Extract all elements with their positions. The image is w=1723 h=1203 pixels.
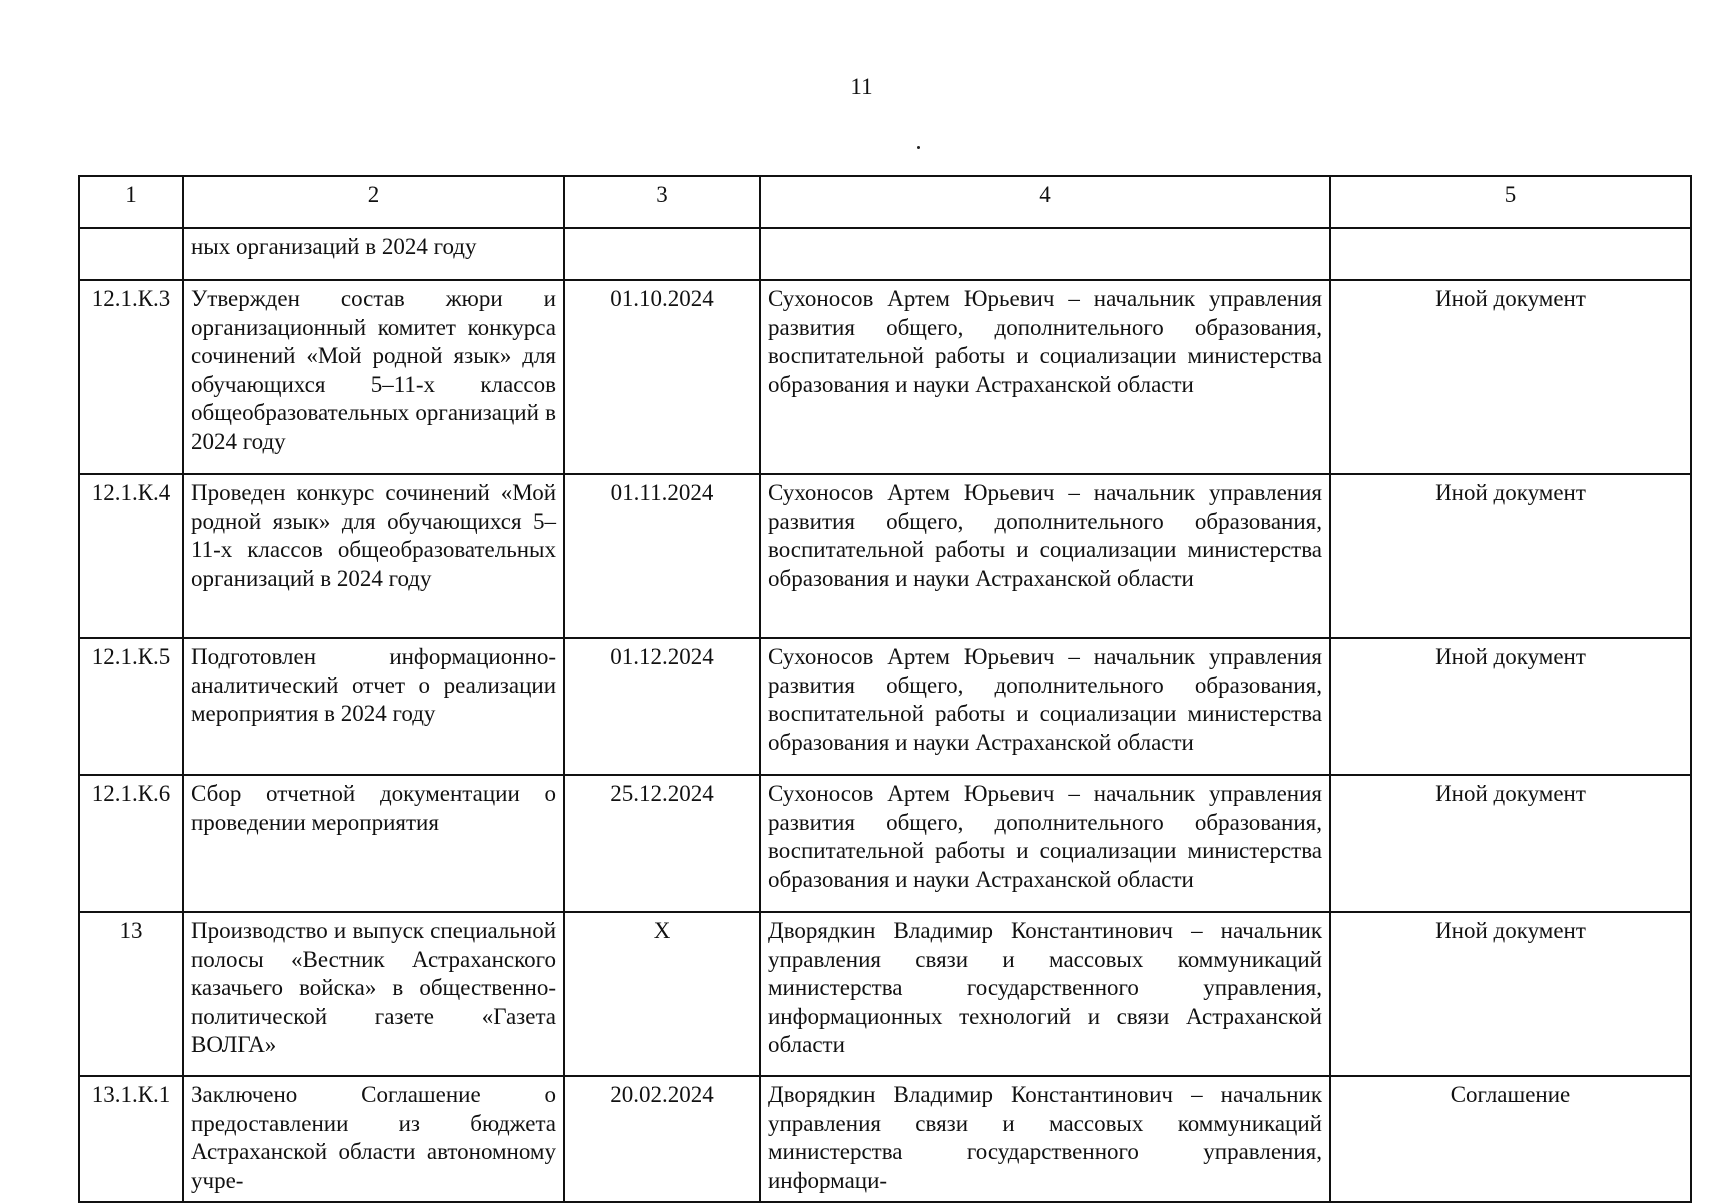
- header-cell-3: 3: [564, 176, 760, 228]
- table-row: [79, 1076, 1691, 1202]
- header-cell-5: 5: [1330, 176, 1691, 228]
- row-number: 12.1.К.6: [79, 775, 183, 912]
- row-description: Проведен конкурс сочинений «Мой родной язык» для обучающихся 5–11-х классов общеобразовательных организаций в 2024 году: [183, 474, 564, 638]
- row-number: 12.1.К.3: [79, 280, 183, 474]
- row-document-type: Иной документ: [1330, 638, 1691, 775]
- header-cell-2: 2: [183, 176, 564, 228]
- row-number: 12.1.К.4: [79, 474, 183, 638]
- row-responsible: Дворядкин Владимир Константинович – начальник управления связи и массовых коммуникаций министерства государственного управления, информаци-: [760, 1076, 1330, 1202]
- row-date: 01.11.2024: [564, 474, 760, 638]
- row-date: 25.12.2024: [564, 775, 760, 912]
- table-row: [79, 474, 1691, 638]
- row-description: Утвержден состав жюри и организационный комитет конкурса сочинений «Мой родной язык» для обучающихся 5–11-х классов общеобразовательных организаций в 2024 году: [183, 280, 564, 474]
- row-number: 13.1.К.1: [79, 1076, 183, 1202]
- row-document-type: Соглашение: [1330, 1076, 1691, 1202]
- row-responsible: Сухоносов Артем Юрьевич – начальник управления развития общего, дополнительного образования, воспитательной работы и социализации министерства образования и науки Астраханской области: [760, 474, 1330, 638]
- row-document-type: Иной документ: [1330, 775, 1691, 912]
- row-document-type: [1330, 228, 1691, 280]
- row-number: 12.1.К.5: [79, 638, 183, 775]
- table-row: [79, 775, 1691, 912]
- table-row: [79, 228, 1691, 280]
- table-row: [79, 638, 1691, 775]
- scan-speck: [917, 146, 920, 149]
- row-description: ных организаций в 2024 году: [183, 228, 564, 280]
- page-number: 11: [850, 74, 873, 99]
- row-document-type: Иной документ: [1330, 280, 1691, 474]
- row-document-type: Иной документ: [1330, 474, 1691, 638]
- table-row: [79, 280, 1691, 474]
- row-date: [564, 228, 760, 280]
- header-cell-1: 1: [79, 176, 183, 228]
- row-date: 01.12.2024: [564, 638, 760, 775]
- header-cell-4: 4: [760, 176, 1330, 228]
- row-responsible: Сухоносов Артем Юрьевич – начальник управления развития общего, дополнительного образования, воспитательной работы и социализации министерства образования и науки Астраханской области: [760, 775, 1330, 912]
- row-date: 20.02.2024: [564, 1076, 760, 1202]
- row-document-type: Иной документ: [1330, 912, 1691, 1076]
- row-responsible: Сухоносов Артем Юрьевич – начальник управления развития общего, дополнительного образования, воспитательной работы и социализации министерства образования и науки Астраханской области: [760, 638, 1330, 775]
- table-row: [79, 912, 1691, 1076]
- row-description: Заключено Соглашение о предоставлении из бюджета Астраханской области автономному учре-: [183, 1076, 564, 1202]
- plan-table: [78, 175, 1692, 1203]
- row-date: Х: [564, 912, 760, 1076]
- header-row: [79, 176, 1691, 228]
- row-responsible: [760, 228, 1330, 280]
- row-description: Производство и выпуск специальной полосы «Вестник Астраханского казачьего войска» в общественно-политической газете «Газета ВОЛГА»: [183, 912, 564, 1076]
- row-description: Подготовлен информационно-аналитический отчет о реализации мероприятия в 2024 году: [183, 638, 564, 775]
- row-number: [79, 228, 183, 280]
- row-number: 13: [79, 912, 183, 1076]
- row-responsible: Дворядкин Владимир Константинович – начальник управления связи и массовых коммуникаций министерства государственного управления, информационных технологий и связи Астраханской области: [760, 912, 1330, 1076]
- row-responsible: Сухоносов Артем Юрьевич – начальник управления развития общего, дополнительного образования, воспитательной работы и социализации министерства образования и науки Астраханской области: [760, 280, 1330, 474]
- row-description: Сбор отчетной документации о проведении мероприятия: [183, 775, 564, 912]
- row-date: 01.10.2024: [564, 280, 760, 474]
